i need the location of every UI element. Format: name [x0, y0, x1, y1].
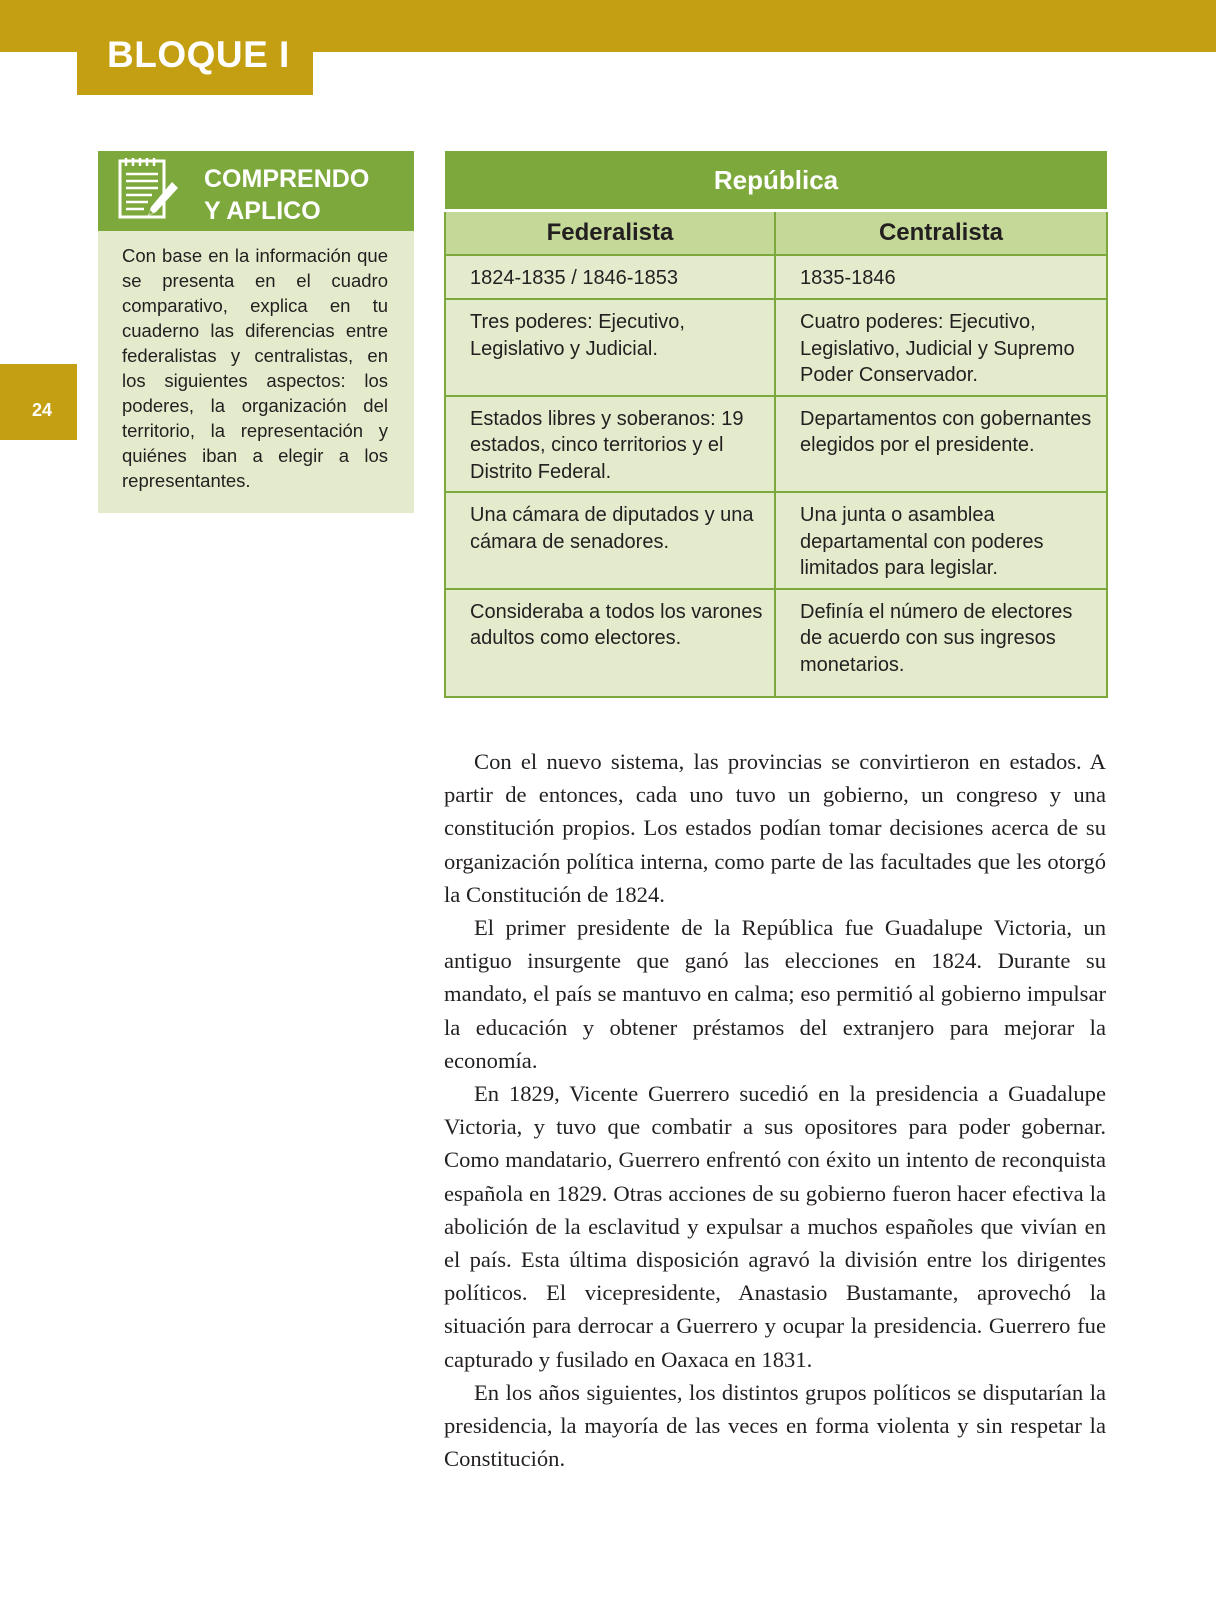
paragraph: El primer presidente de la República fue Guadalupe Victoria, un antiguo insurgente que ganó las elecciones en 1824. Durante su mandato, el país se mantuvo en calma; eso permitió al gobierno impulsar la educación y obtener préstamos del extranjero para mejorar la economía.	[444, 915, 1106, 1073]
table-cell: 1824-1835 / 1846-1853	[445, 255, 775, 299]
table-row	[445, 589, 1107, 697]
table-cell: 1835-1846	[775, 255, 1107, 299]
activity-text: Con base en la información que se presenta en el cuadro comparativo, explica en tu cuaderno las diferencias entre federalistas y centralistas, en los siguientes aspectos: los poderes, la organización del territorio, la representación y quiénes iban a elegir a los representantes.	[122, 245, 388, 491]
table-row	[445, 396, 1107, 493]
table-row	[445, 492, 1107, 589]
table-cell: Una cámara de diputados y una cámara de senadores.	[445, 492, 775, 589]
column-header-federalista: Federalista	[445, 211, 775, 256]
activity-title-line-1: COMPRENDO	[204, 165, 370, 193]
comparison-table	[444, 151, 1106, 698]
paragraph: En los años siguientes, los distintos grupos políticos se disputarían la presidencia, la mayoría de las veces en forma violenta y sin respetar la Constitución.	[444, 1379, 1106, 1472]
table-cell: Cuatro poderes: Ejecutivo, Legislativo, Judicial y Supremo Poder Conservador.	[775, 299, 1107, 396]
activity-box	[98, 151, 414, 513]
table-row	[445, 299, 1107, 396]
paragraph: En 1829, Vicente Guerrero sucedió en la presidencia a Guadalupe Victoria, y tuvo que combatir a sus opositores para poder gobernar. Como mandatario, Guerrero enfrentó con éxito un intento de reconquista española en 1829. Otras acciones de su gobierno fueron hacer efectiva la abolición de la esclavitud y expulsar a muchos españoles que vivían en el país. Esta última disposición agravó la división entre los dirigentes políticos. El vicepresidente, Anastasio Bustamante, aprovechó la situación para derrocar a Guerrero y ocupar la presidencia. Guerrero fue capturado y fusilado en Oaxaca en 1831.	[444, 1081, 1106, 1372]
activity-title	[204, 163, 409, 227]
column-header-centralista: Centralista	[775, 211, 1107, 256]
table-cell: Consideraba a todos los varones adultos como electores.	[445, 589, 775, 697]
table-row	[445, 255, 1107, 299]
table-cell: Tres poderes: Ejecutivo, Legislativo y Judicial.	[445, 299, 775, 396]
table-cell: Estados libres y soberanos: 19 estados, cinco territorios y el Distrito Federal.	[445, 396, 775, 493]
table-title: República	[445, 151, 1107, 211]
activity-header	[98, 151, 414, 231]
paragraph: Con el nuevo sistema, las provincias se convirtieron en estados. A partir de entonces, cada uno tuvo un gobierno, un congreso y una constitución propios. Los estados podían tomar decisiones acerca de su organización política interna, como parte de las facultades que les otorgó la Constitución de 1824.	[444, 749, 1106, 907]
body-text	[444, 745, 1106, 1475]
table-cell: Departamentos con gobernantes elegidos por el presidente.	[775, 396, 1107, 493]
activity-title-line-2: Y APLICO	[204, 197, 321, 225]
notebook-pencil-icon	[118, 158, 180, 224]
section-label: BLOQUE I	[77, 0, 313, 95]
table-cell: Definía el número de electores de acuerdo con sus ingresos monetarios.	[775, 589, 1107, 697]
page-number: 24	[0, 364, 77, 440]
table-cell: Una junta o asamblea departamental con poderes limitados para legislar.	[775, 492, 1107, 589]
